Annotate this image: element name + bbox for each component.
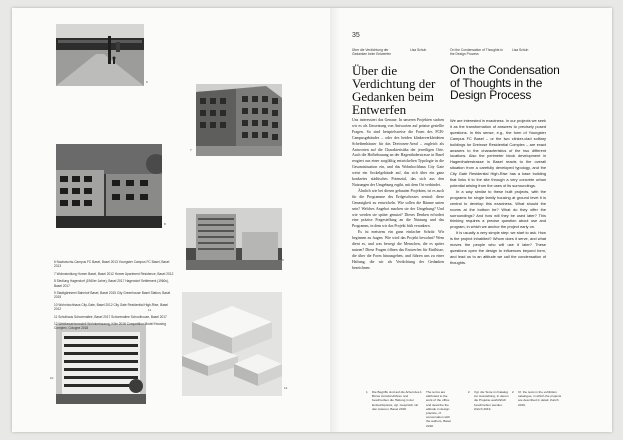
paragraph: We are interested in exactness. In our projects we seek it as the transformation of answers to precisely posed questions. In this sense, e.g., the form of Youngster Campus FC Basel – or the two clinker-clad solitary buildings for Dreirose Residential Complex – are exact answers to the characteristics of the two different locations. Also the perimeter block development in Hagenthalerstrasse in Basel reacts to the overall situation from a carefully developed typology, and the City Gate Residential High-Rise has a base building that links it to the site through a very concrete urban potential arising from the uses of its surroundings.: [450, 118, 546, 188]
footnote-number: 1: [420, 390, 422, 394]
figure-number: 12: [284, 386, 288, 390]
paragraph: Uns interessiert das Genaue. In unseren Projekten suchen wir es als Umsetzung von Antworten auf präzise gestellte Fragen. So sind beispielsweise die Form des FCB-Campusgebäudes – oder des beiden klinkerverkleideten Scheibenhäuser für das Dreirosen-Areal – zugleich als Antworten auf die Charakteristika der jeweiligen Orte. Auch die Hofbebauung an der Hagenthalerstrasse in Basel reagiert aus einer sorgfältig entwickelten Typologie in die Gesamtsituation ein, und das Wohnhochhaus City Gate weist ein Sockelgebäude auf, das sich über ein ganz konkretes städtisches Potenzial, das sich aus den Nutzungen der Umgebung ergibt, mit dem Ort verbindet.: [352, 118, 444, 187]
figure-number: 7: [190, 148, 192, 152]
caption: 6 Nachwuchs-Campus FC Basel, Basel 2013 Youngster Campus FC Basel, Basel 2013: [54, 260, 170, 269]
photo-highrise: [56, 324, 146, 404]
figure-number: 10: [50, 376, 54, 380]
page-gutter: [330, 8, 340, 432]
caption: 9 Stadtgärtnerei Bahnhof Basel, Basel 2015 City Greenhouse Basel Station, Basel 2015: [54, 291, 171, 300]
footnote-number: 1: [366, 390, 368, 394]
figure-number: 8: [164, 222, 166, 226]
photo-campus-building: [56, 24, 144, 86]
figure-number: 11: [148, 308, 152, 312]
figure-number: 6: [146, 80, 148, 84]
author-en: Lisa Schuh: [512, 48, 529, 52]
footnote-number: 2: [512, 390, 514, 394]
footnote-text: Die Begriffe sind auf die Arbeit des Büros zurückzuführen und beschreiben die Haltung in der Entwurfspraxis, vgl. Gespräch mit den Autoren, Basel 2018.: [372, 390, 420, 411]
footnote-text: Cf. the texts in the exhibition catalogue, in which the projects are described in detail. Zurich 2019.: [518, 390, 562, 407]
footnote-number: 2: [468, 390, 470, 394]
photo-tower: [186, 208, 282, 270]
caption-list: [54, 260, 174, 334]
running-head-de: Über die Verdichtung der Gedanken beim Entwerfen: [352, 48, 392, 56]
footnote: [512, 390, 562, 407]
footnote: [468, 390, 512, 411]
caption: 10 Wohnhochhaus City-Gate, Basel 2012 City Gate Residential High-Rise, Basel 2012: [54, 302, 169, 312]
caption: 12 Wettbewerbsmodell Wohnbebauung, Köln 2018 Competition Model Housing Complex, Cologne 2018: [54, 322, 166, 331]
caption: 7 Wohnsiedlung Homer Basel, Basel 2012 Homer Apartment Residence, Basel 2012: [54, 271, 174, 276]
photo-settlement: [56, 144, 162, 228]
author-de: Lisa Schuh: [410, 48, 427, 52]
headline-en: On the Condensation of Thoughts in the Design Process: [450, 63, 560, 102]
body-column-de: [352, 118, 444, 272]
body-column-en: [450, 118, 546, 266]
caption: 8 Siedlung Hagendorf (1960er Jahre), Basel 2017 Hagendorf Settlement (1960s), Basel 2017: [54, 279, 169, 288]
footnote-text: The terms are attributed to the work of the office and describe the attitude in design practice, cf. conversation with the authors, Basel 2018.: [426, 390, 451, 428]
paragraph: It is usually a very simple step: we start to ask. How is the project inhabited? Whom does it serve, and what moves the people who will use it later? These questions open the design to influences beyond form, and lead us to an attitude we call the condensation of thoughts.: [450, 230, 546, 265]
headline-de: Über die Verdichtung der Gedanken beim Entwerfen: [352, 63, 436, 117]
paragraph: Es ist meistens ein ganz einfacher Schritt: Wir beginnen zu fragen. Wie wird das Projekt bewohnt? Wem dient es, und was bewegt die Menschen, die es später nutzen? Diese Fragen öffnen das Entwerfen für Einflüsse, die über die Form hinausgehen, und führen uns zu einer Haltung, die wir als Verdichtung der Gedanken bezeichnen.: [352, 230, 444, 270]
photo-competition-model: [182, 292, 282, 396]
figure-number: 9: [282, 258, 284, 262]
footnote: [420, 390, 452, 428]
photo-apartment-block: [196, 84, 282, 156]
page-number: 35: [352, 32, 360, 39]
paragraph: Ähnlich wie bei diesen gebauten Projekten, ist es auch für die Programme des Erdgeschosses zentral: diese Genauigkeit zu entwickeln. Wie sollen die Räume unten sein? Welches Angebot machen sie der Umgebung? Und wie werden sie später genutzt? Dieses Denken erfordert eine präzise Fragestellung an die Nutzung und das Programm, in dem wir das Projekt früh verankern.: [352, 188, 444, 229]
paragraph: In a way similar to these built projects, with the programs for single family housing at ground level it is central to develop this exactness. What should the rooms at the bottom be? What do they offer the surroundings? And how will they be used later? This thinking requires a precise question about use and program, in which we anchor the project early on.: [450, 188, 546, 230]
running-head-en: On the Condensation of Thoughts in the Design Process: [450, 48, 503, 56]
footnote: [366, 390, 422, 411]
caption: 11 Schulhaus Schorenallee, Basel 2017 Schorenallee Schoolhouse, Basel 2017: [54, 314, 167, 319]
footnote-text: Vgl. die Texte im Katalog zur Ausstellung, in denen die Projekte ausführlich beschrieben werden. Zürich 2019.: [474, 390, 509, 411]
magazine-spread: [12, 8, 612, 432]
